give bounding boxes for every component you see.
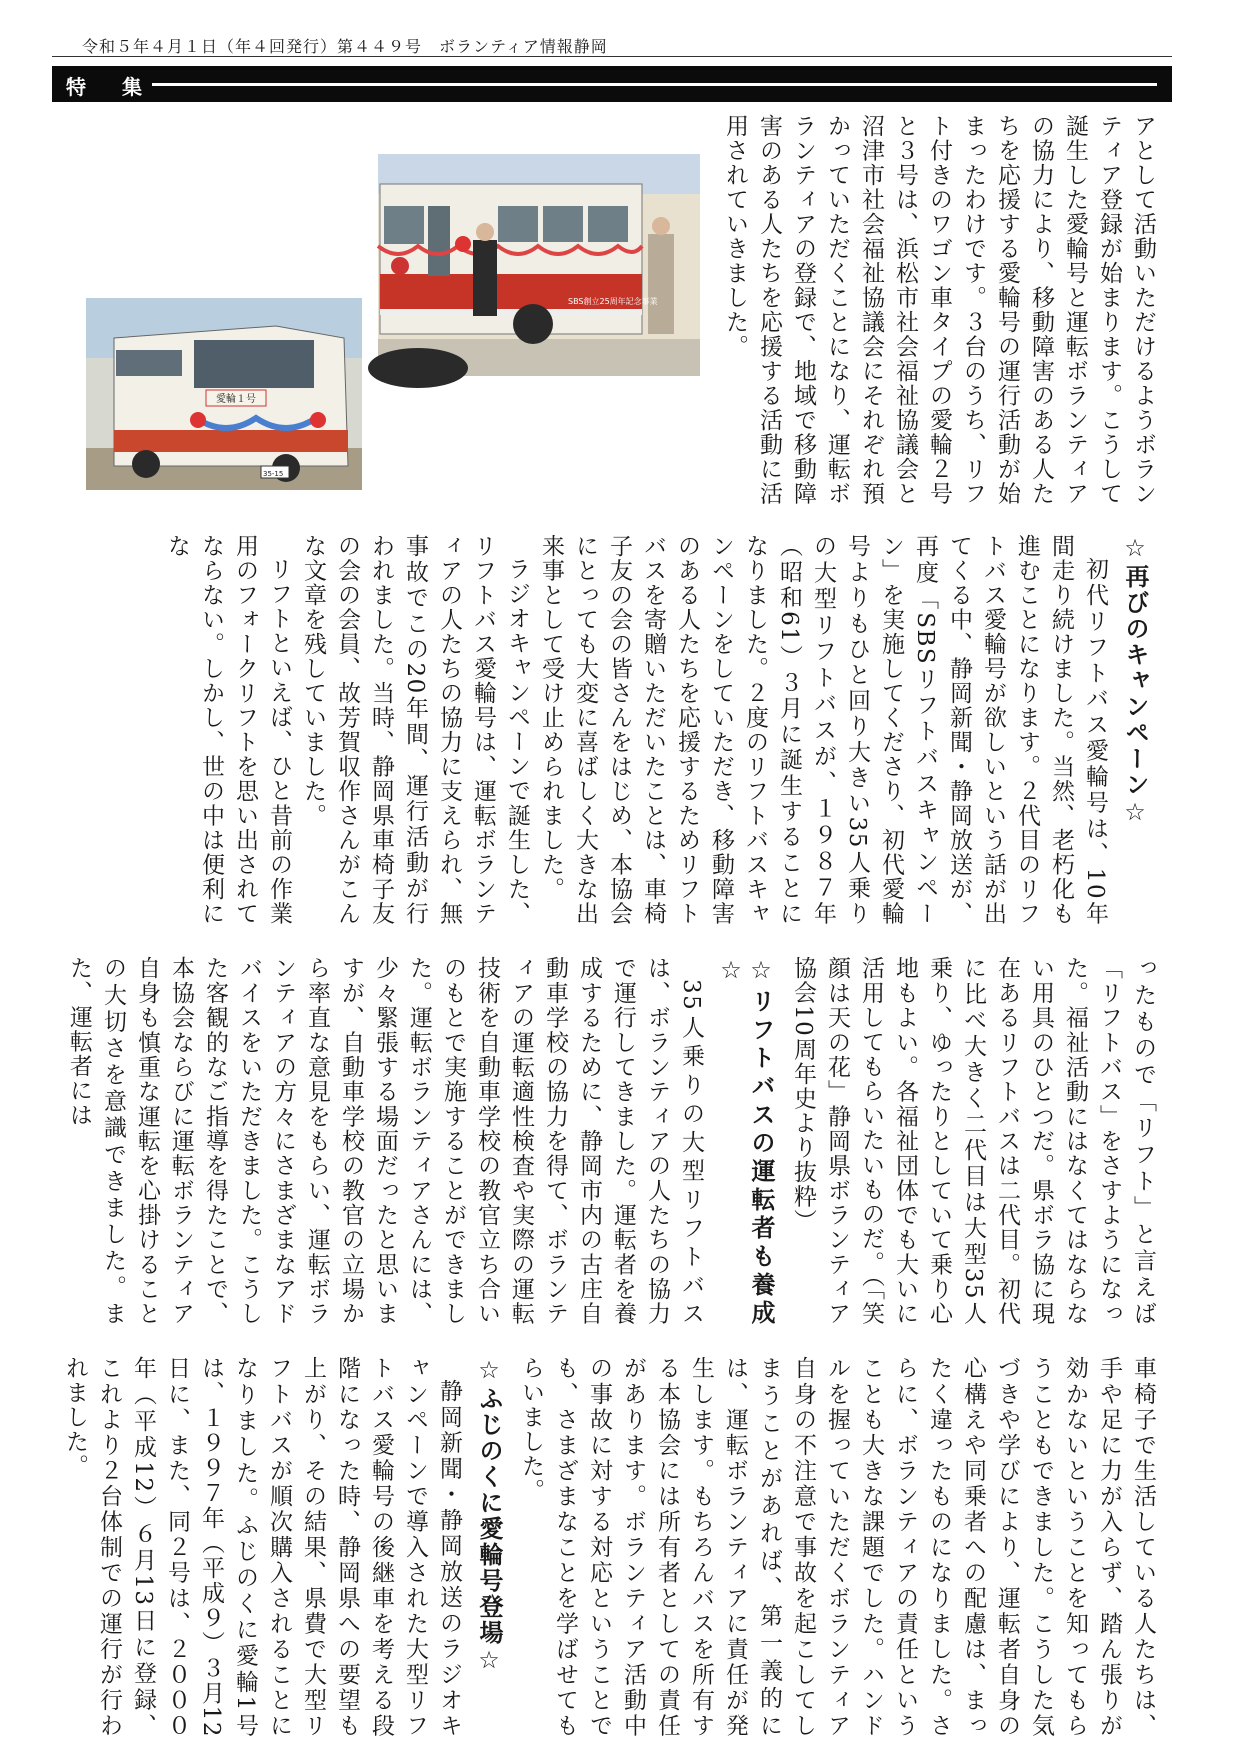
tier4-paragraph-2: 静岡新聞・静岡放送のラジオキャンペーンで導入された大型リフトバス愛輪号の後継車を考える段階になった時、静岡県への要望も上がり、その結果、県費で大型リフトバスが順次購入されることになりました。ふじのくに愛輪1号は、１９９７年（平成９）３月12日に、また、同２号は、２０００年（平成12）６月13日に登録、これより２台体制での運行が行われました。 <box>62 1356 462 1738</box>
ceremony-photo <box>378 154 700 376</box>
heading-campaign-again: ☆再びのキャンペーン☆ <box>1121 534 1149 828</box>
article-tier2 <box>74 534 1160 926</box>
tier1-paragraph-1: アとして活動いただけるようボランティア登録が始まります。こうして誕生した愛輪号と運転ボランティアの協力により、移動障害のある人たちを応援する愛輪号の運行活動が始まったわけです。３台のうち、リフト付きのワゴン車タイプの愛輪２号と３号は、浜松市社会福祉協議会と沼津市社会福祉協議会にそれぞれ預かっていただくことになり、運転ボランティアの登録で、地域で移動障害のある人たちを応援する活動に活用されていきました。 <box>722 114 1156 506</box>
bus-sign-text: 愛輪１号 <box>216 394 256 405</box>
article-tier3 <box>66 956 1160 1326</box>
heading-fujinokuni-airin: ☆ふじのくに愛輪号登場☆ <box>475 1356 503 1676</box>
tier2-paragraph-3: リフトといえば、ひと昔前の作業用のフォークリフトを思い出されてならない。しかし、世の中は便利にな <box>164 534 292 926</box>
bus-side-text: SBS創立25周年記念事業 <box>568 297 658 306</box>
article-tier1 <box>712 114 1160 506</box>
tier3-paragraph-2: 35人乗りの大型リフトバスは、ボランティアの人たちの協力で運行してきました。運転者を養成するために、静岡市内の古庄自動車学校の協力を得て、ボランティアの運転適性検査や実際の運転技術を自動車学校の教官立ち合いのもとで実施することができました。運転ボランティアさんには、少々緊張する場面だったと思いますが、自動車学校の教官の立場から率直な意見をもらい、運転ボランティアの方々にさまざまなアドバイスをいただきました。こうした客観的なご指導を得たことで、本協会ならびに運転ボランティア自身も慎重な運転を心掛けることの大切さを意識できました。また、運転者には <box>66 956 704 1326</box>
tier4-paragraph-1: 車椅子で生活している人たちは、手や足に力が入らず、踏ん張りが効かないということを知ってもらうこともできました。こうした気づきや学びにより、運転者自身の心構えや同乗者への配慮は、まったく違ったものになりました。さらに、ボランティアの責任ということも大きな課題でした。ハンドルを握っていただくボランティア自身の不注意で事故を起こしてしまうことがあれば、第一義的には、運転ボランティアに責任が発生します。もちろんバスを所有する本協会には所有者としての責任があります。ボランティア活動中の事故に対する対応ということでも、さまざまなことを学ばせてもらいました。 <box>518 1356 1156 1738</box>
issue-header: 令和５年４月１日（年４回発行）第４４９号 ボランティア情報静岡 <box>82 37 608 56</box>
tier3-paragraph-1: ったもので「リフト」と言えば「リフトバス」をさすようになった。福祉活動にはなくてはならない用具のひとつだ。県ボラ協に現在あるリフトバスは二代目。初代に比べ大きく二代目は大型35人乗り、ゆったりとしていて乗り心地もよい。各福祉団体でも大いに活用してもらいたいものだ。（「笑顔は天の花」静岡県ボランティア協会10周年史より抜粋） <box>790 956 1156 1326</box>
article-tier4 <box>62 1356 1160 1738</box>
banner-title: 特 集 <box>66 75 150 99</box>
plate-text: 35-15 <box>263 470 284 478</box>
heading-driver-training: ☆リフトバスの運転者も養成☆ <box>717 956 775 1326</box>
tier2-paragraph-2: ラジオキャンペーンで誕生した、リフトバス愛輪号は、運転ボランティアの人たちの協力に支えられ、無事故でこの20年間、運行活動が行われました。当時、静岡県車椅子友の会の会員、故芳賀収作さんがこんな文章を残していました。 <box>300 534 530 926</box>
feature-banner <box>52 66 1172 102</box>
bus-photo <box>86 298 362 490</box>
tier2-paragraph-1: 初代リフトバス愛輪号は、10年間走り続けました。当然、老朽化も進むことになります。２代目のリフトバス愛輪号が欲しいという話が出てくる中、静岡新聞・静岡放送が、再度「SBSリフトバスキャンペーン」を実施してくださり、初代愛輪号よりもひと回り大きい35人乗りの大型リフトバスが、１９８７年（昭和61）３月に誕生することになりました。２度のリフトバスキャンペーンをしていただき、移動障害のある人たちを応援するためリフトバスを寄贈いただいたことは、車椅子友の会の皆さんをはじめ、本協会にとっても大変に喜ばしく大きな出来事として受け止められました。 <box>538 534 1108 926</box>
header-divider <box>52 56 1172 57</box>
banner-rule <box>152 83 1157 86</box>
